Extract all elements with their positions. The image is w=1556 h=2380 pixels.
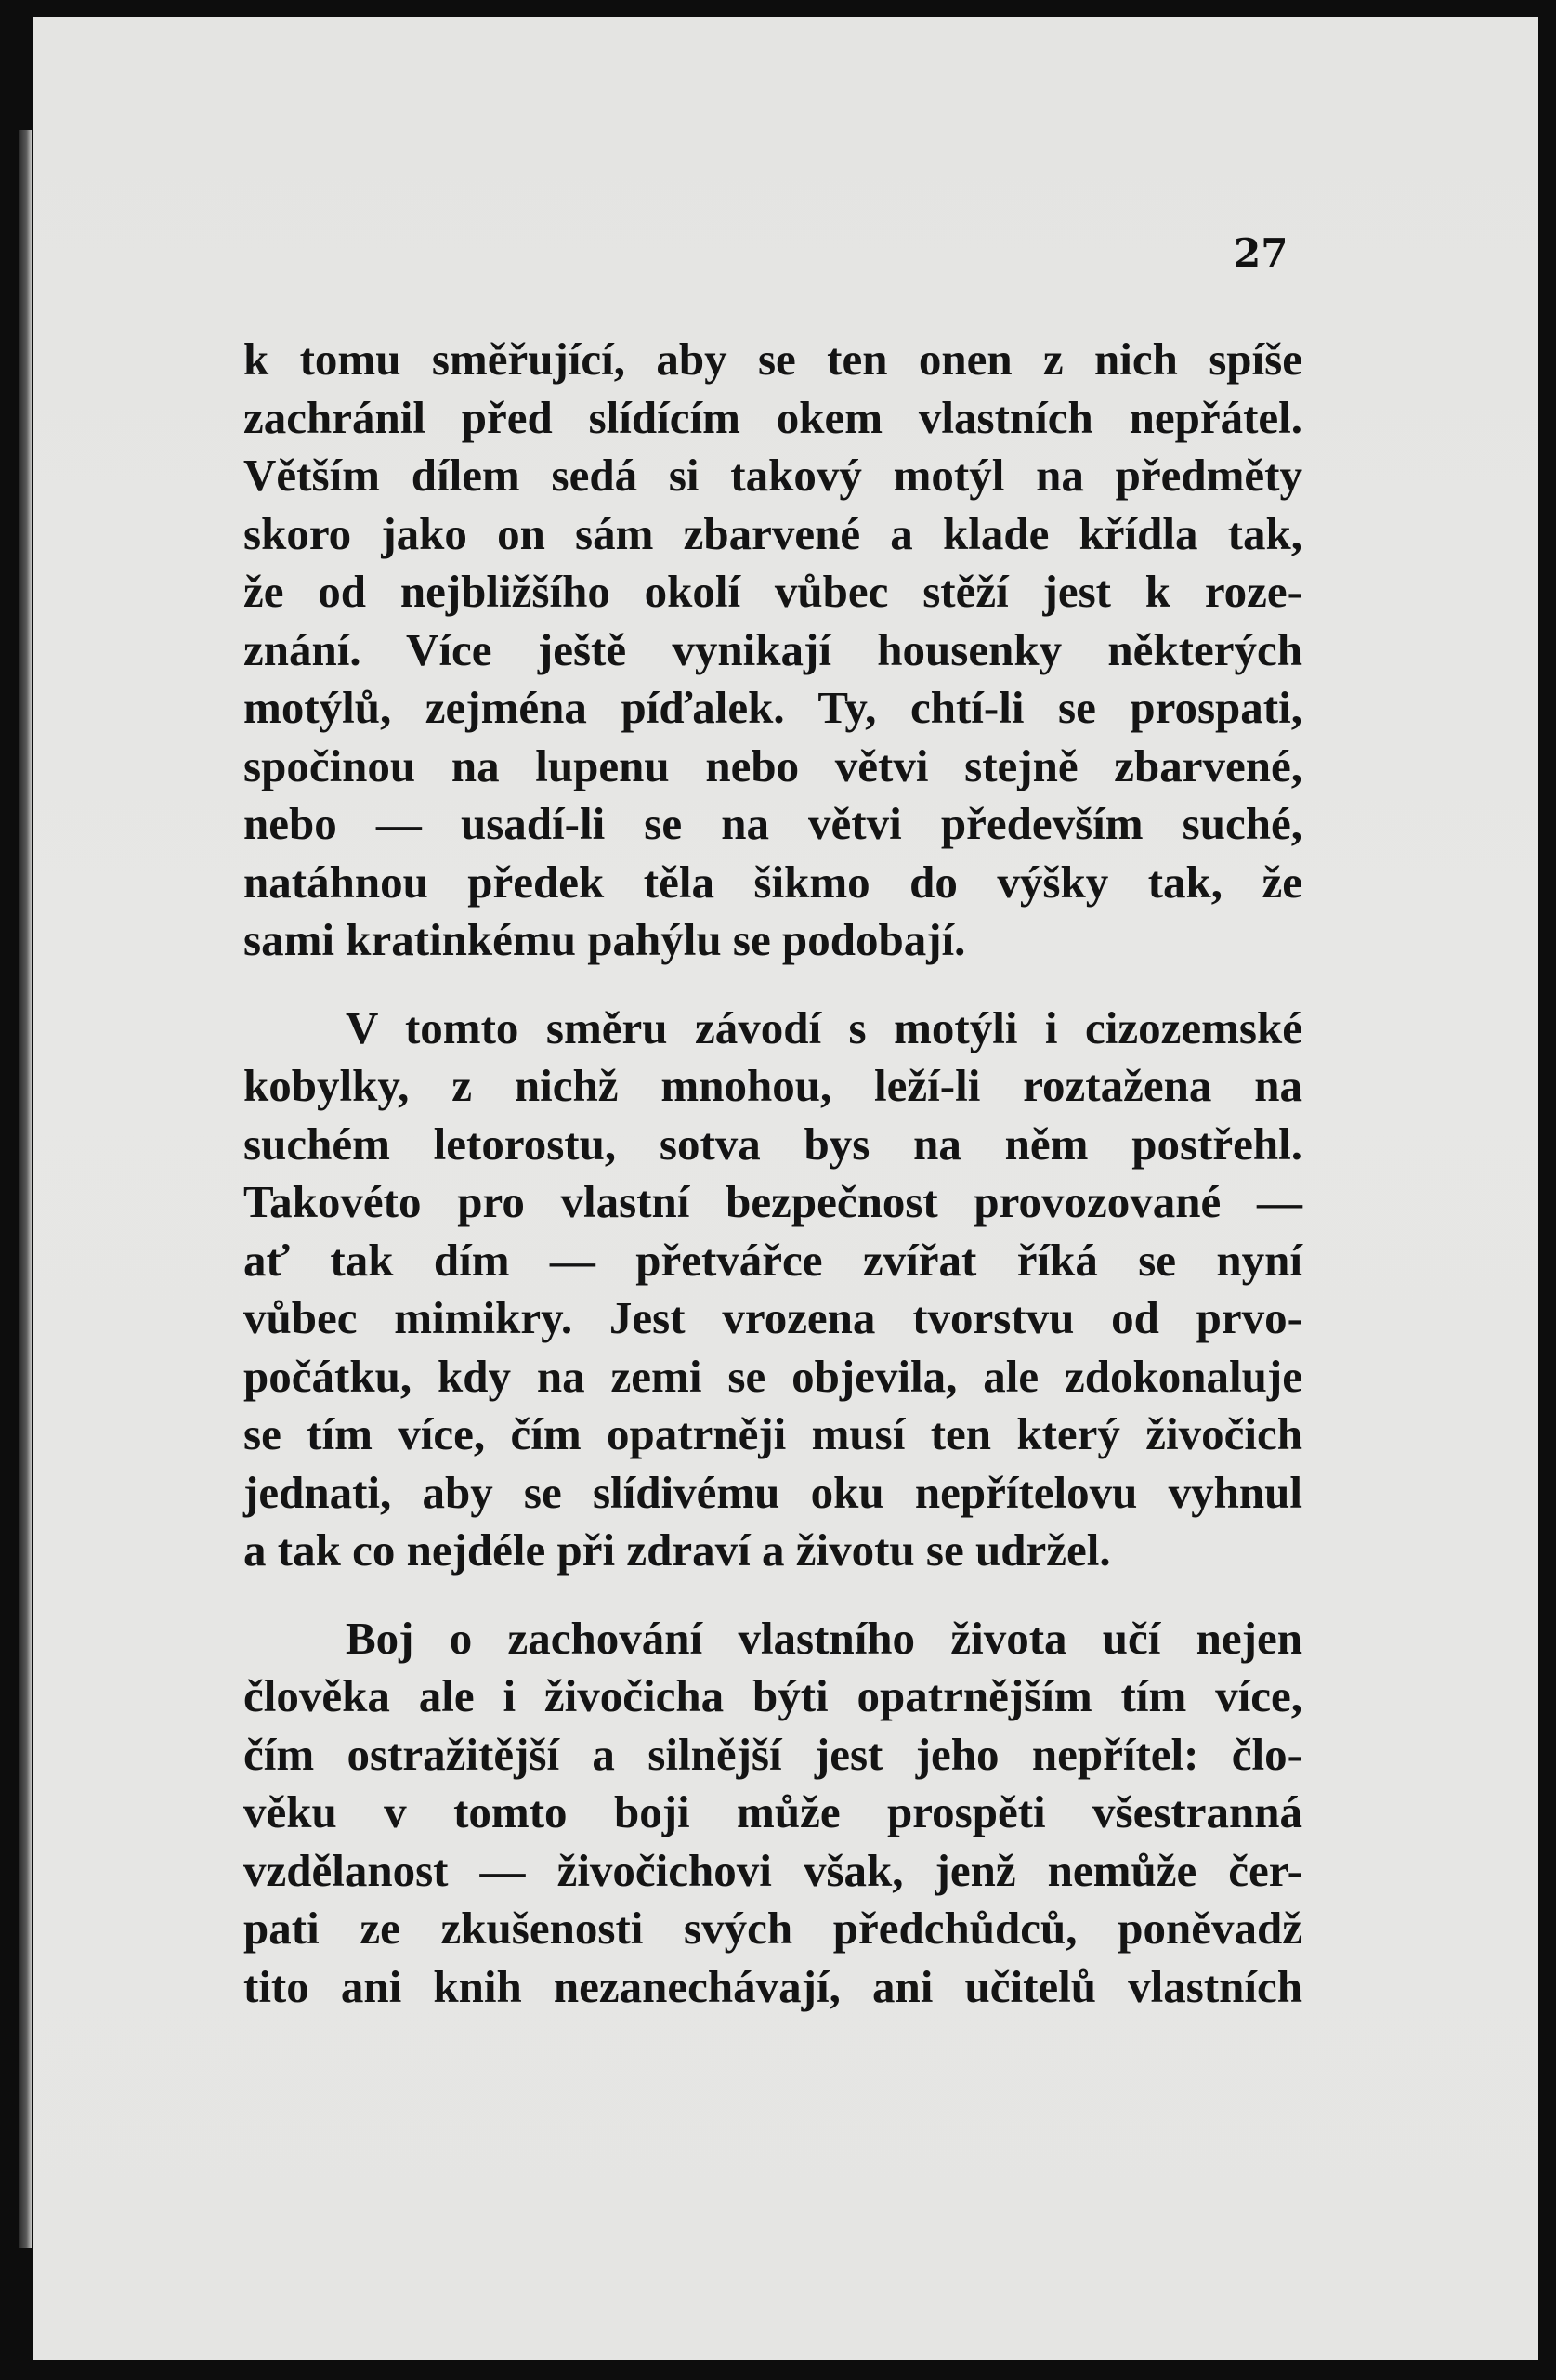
text-line: Větším dílem sedá si takový motýl na předměty bbox=[243, 450, 1302, 501]
text-line: motýlů, zejména píďalek. Ty, chtí-li se prospati, bbox=[243, 682, 1302, 733]
text-line: tito ani knih nezanechávají, ani učitelů vlastních bbox=[243, 1960, 1302, 2012]
text-line: vůbec mimikry. Jest vrozena tvorstvu od prvo- bbox=[243, 1292, 1302, 1343]
text-line: Boj o zachování vlastního života učí nejen bbox=[346, 1612, 1302, 1664]
text-line: sami kratinkému pahýlu se podobají. bbox=[243, 914, 966, 965]
paragraph-gap bbox=[243, 970, 1302, 1000]
text-line: věku v tomto boji může prospěti všestranná bbox=[243, 1786, 1302, 1837]
text-line: ať tak dím — přetvářce zvířat říká se nyní bbox=[243, 1234, 1302, 1286]
text-line: spočinou na lupenu nebo větvi stejně zbarvené, bbox=[243, 739, 1302, 791]
text-line: vzdělanost — živočichovi však, jenž nemůže čer- bbox=[243, 1844, 1302, 1896]
text-line: se tím více, čím opatrněji musí ten který živočich bbox=[243, 1408, 1302, 1459]
text-line: V tomto směru závodí s motýli i cizozemské bbox=[346, 1001, 1302, 1053]
text-line: kobylky, z nichž mnohou, leží-li roztažena na bbox=[243, 1060, 1302, 1111]
paragraph-2 bbox=[243, 1000, 1302, 1580]
page-binding-edge bbox=[19, 130, 32, 2248]
text-line: a tak co nejdéle při zdraví a životu se udržel. bbox=[243, 1524, 1111, 1576]
text-line: natáhnou předek těla šikmo do výšky tak, že bbox=[243, 856, 1302, 908]
page-number: 27 bbox=[1234, 230, 1288, 276]
text-line: počátku, kdy na zemi se objevila, ale zdokonaluje bbox=[243, 1350, 1302, 1402]
text-line: znání. Více ještě vynikají housenky některých bbox=[243, 623, 1302, 675]
text-line: že od nejbližšího okolí vůbec stěží jest k roze- bbox=[243, 566, 1302, 617]
text-line: nebo — usadí-li se na větvi především suché, bbox=[243, 798, 1302, 849]
text-line: zachránil před slídícím okem vlastních nepřátel. bbox=[243, 391, 1302, 443]
paragraph-3 bbox=[243, 1610, 1302, 2017]
body-text bbox=[243, 331, 1302, 2016]
paragraph-gap bbox=[243, 1580, 1302, 1610]
text-line: Takovéto pro vlastní bezpečnost provozované — bbox=[243, 1176, 1302, 1227]
text-line: čím ostražitější a silnější jest jeho nepřítel: člo- bbox=[243, 1728, 1302, 1780]
text-line: jednati, aby se slídivému oku nepřítelovu vyhnul bbox=[243, 1466, 1302, 1518]
paragraph-1 bbox=[243, 331, 1302, 970]
text-line: suchém letorostu, sotva bys na něm postřehl. bbox=[243, 1118, 1302, 1170]
text-line: k tomu směřující, aby se ten onen z nich spíše bbox=[243, 333, 1302, 385]
text-line: člověka ale i živočicha býti opatrnějším tím více, bbox=[243, 1670, 1302, 1721]
text-line: pati ze zkušenosti svých předchůdců, poněvadž bbox=[243, 1903, 1302, 1954]
text-line: skoro jako on sám zbarvené a klade křídla tak, bbox=[243, 507, 1302, 559]
